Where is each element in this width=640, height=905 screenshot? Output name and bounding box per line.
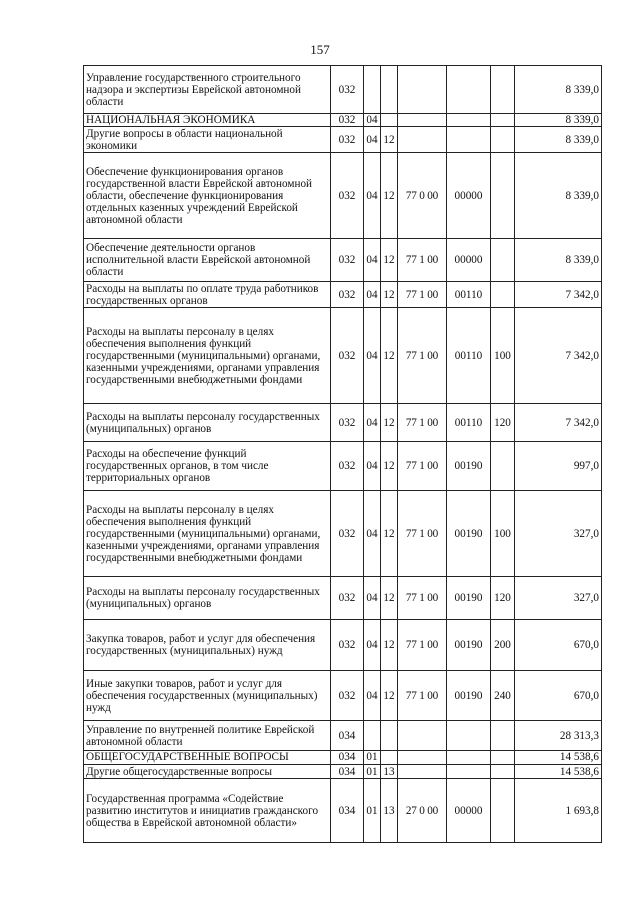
row-article [447, 66, 491, 114]
table-row [84, 127, 602, 153]
row-name: Расходы на выплаты по оплате труда работников государственных органов [84, 282, 331, 308]
row-article: 00110 [447, 308, 491, 404]
table-row [84, 404, 602, 442]
row-expense-type [491, 127, 515, 153]
row-code: 032 [331, 127, 364, 153]
row-expense-type [491, 779, 515, 843]
row-amount: 8 339,0 [515, 153, 602, 239]
row-expense-type: 200 [491, 620, 515, 671]
row-subsection [381, 751, 398, 765]
row-code: 032 [331, 114, 364, 127]
row-program [398, 765, 447, 779]
table-row [84, 114, 602, 127]
row-amount: 997,0 [515, 442, 602, 491]
row-subsection: 12 [381, 239, 398, 282]
row-section: 04 [364, 239, 381, 282]
row-amount: 14 538,6 [515, 751, 602, 765]
row-article [447, 721, 491, 751]
row-name: Другие вопросы в области национальной экономики [84, 127, 331, 153]
row-article: 00190 [447, 620, 491, 671]
row-section: 01 [364, 751, 381, 765]
row-article: 00190 [447, 671, 491, 721]
table-row [84, 239, 602, 282]
row-code: 034 [331, 721, 364, 751]
row-article: 00190 [447, 491, 491, 577]
row-section: 04 [364, 442, 381, 491]
table-row [84, 577, 602, 620]
row-program: 77 0 00 [398, 153, 447, 239]
row-program: 27 0 00 [398, 779, 447, 843]
table-row [84, 153, 602, 239]
row-code: 034 [331, 765, 364, 779]
row-program [398, 114, 447, 127]
row-code: 032 [331, 66, 364, 114]
row-expense-type: 120 [491, 577, 515, 620]
row-amount: 8 339,0 [515, 239, 602, 282]
row-name: Расходы на выплаты персоналу государственных (муниципальных) органов [84, 577, 331, 620]
row-name: Закупка товаров, работ и услуг для обеспечения государственных (муниципальных) нужд [84, 620, 331, 671]
row-subsection: 12 [381, 577, 398, 620]
row-program: 77 1 00 [398, 282, 447, 308]
row-program: 77 1 00 [398, 620, 447, 671]
row-name: Расходы на выплаты персоналу в целях обеспечения выполнения функций государственными (муниципальными) органами, казенными учреждениями, органами управления государственными внебюджетными фондами [84, 308, 331, 404]
row-amount: 7 342,0 [515, 308, 602, 404]
row-section [364, 66, 381, 114]
row-section: 04 [364, 620, 381, 671]
row-section [364, 721, 381, 751]
row-amount: 670,0 [515, 620, 602, 671]
row-subsection: 12 [381, 308, 398, 404]
table-row [84, 620, 602, 671]
row-subsection [381, 721, 398, 751]
row-name: Расходы на выплаты персоналу в целях обеспечения выполнения функций государственными (муниципальными) органами, казенными учреждениями, органами управления государственными внебюджетными фондами [84, 491, 331, 577]
row-code: 032 [331, 491, 364, 577]
row-section: 04 [364, 114, 381, 127]
table-row [84, 779, 602, 843]
row-expense-type [491, 282, 515, 308]
row-amount: 14 538,6 [515, 765, 602, 779]
row-code: 032 [331, 239, 364, 282]
row-code: 034 [331, 779, 364, 843]
row-amount: 7 342,0 [515, 404, 602, 442]
row-program [398, 751, 447, 765]
row-section: 04 [364, 671, 381, 721]
row-subsection: 12 [381, 282, 398, 308]
row-program: 77 1 00 [398, 671, 447, 721]
row-expense-type: 120 [491, 404, 515, 442]
row-name: Управление по внутренней политике Еврейской автономной области [84, 721, 331, 751]
row-section: 04 [364, 127, 381, 153]
row-name: Другие общегосударственные вопросы [84, 765, 331, 779]
row-code: 032 [331, 404, 364, 442]
row-code: 032 [331, 620, 364, 671]
row-code: 034 [331, 751, 364, 765]
row-amount: 8 339,0 [515, 114, 602, 127]
row-expense-type [491, 442, 515, 491]
row-article [447, 765, 491, 779]
row-expense-type: 240 [491, 671, 515, 721]
table-row [84, 442, 602, 491]
row-section: 01 [364, 765, 381, 779]
row-article: 00110 [447, 404, 491, 442]
row-code: 032 [331, 153, 364, 239]
row-section: 04 [364, 308, 381, 404]
table-row [84, 671, 602, 721]
table-row [84, 751, 602, 765]
row-amount: 8 339,0 [515, 66, 602, 114]
row-code: 032 [331, 442, 364, 491]
table-row [84, 721, 602, 751]
row-subsection: 12 [381, 127, 398, 153]
row-name: Государственная программа «Содействие развитию институтов и инициатив гражданского общества в Еврейской автономной области» [84, 779, 331, 843]
row-expense-type: 100 [491, 308, 515, 404]
row-expense-type [491, 66, 515, 114]
row-code: 032 [331, 282, 364, 308]
row-subsection: 12 [381, 491, 398, 577]
row-article: 00110 [447, 282, 491, 308]
row-section: 04 [364, 153, 381, 239]
row-name: НАЦИОНАЛЬНАЯ ЭКОНОМИКА [84, 114, 331, 127]
row-expense-type [491, 153, 515, 239]
row-program [398, 721, 447, 751]
row-program: 77 1 00 [398, 491, 447, 577]
row-name: Обеспечение функционирования органов государственной власти Еврейской автономной области, обеспечение функционирования отдельных казенных учреждений Еврейской автономной области [84, 153, 331, 239]
row-name: Расходы на обеспечение функций государственных органов, в том числе территориальных органов [84, 442, 331, 491]
row-program: 77 1 00 [398, 239, 447, 282]
row-amount: 7 342,0 [515, 282, 602, 308]
row-subsection [381, 66, 398, 114]
row-expense-type [491, 751, 515, 765]
row-section: 04 [364, 404, 381, 442]
row-name: ОБЩЕГОСУДАРСТВЕННЫЕ ВОПРОСЫ [84, 751, 331, 765]
row-program: 77 1 00 [398, 308, 447, 404]
row-code: 032 [331, 671, 364, 721]
row-subsection [381, 114, 398, 127]
row-article: 00000 [447, 779, 491, 843]
row-expense-type [491, 239, 515, 282]
row-article: 00000 [447, 153, 491, 239]
budget-table [83, 65, 602, 843]
row-name: Обеспечение деятельности органов исполнительной власти Еврейской автономной области [84, 239, 331, 282]
row-section: 04 [364, 491, 381, 577]
row-subsection: 13 [381, 779, 398, 843]
row-article: 00000 [447, 239, 491, 282]
row-subsection: 12 [381, 620, 398, 671]
page-number: 157 [310, 42, 330, 57]
row-subsection: 12 [381, 442, 398, 491]
row-amount: 670,0 [515, 671, 602, 721]
row-name: Расходы на выплаты персоналу государственных (муниципальных) органов [84, 404, 331, 442]
table-row [84, 282, 602, 308]
row-expense-type [491, 721, 515, 751]
table-row [84, 765, 602, 779]
row-amount: 327,0 [515, 577, 602, 620]
row-article [447, 114, 491, 127]
row-article [447, 751, 491, 765]
row-program: 77 1 00 [398, 404, 447, 442]
table-row [84, 491, 602, 577]
table-row [84, 308, 602, 404]
row-name: Управление государственного строительного надзора и экспертизы Еврейской автономной области [84, 66, 331, 114]
table-row [84, 66, 602, 114]
row-section: 04 [364, 577, 381, 620]
row-expense-type [491, 114, 515, 127]
row-subsection: 13 [381, 765, 398, 779]
row-section: 04 [364, 282, 381, 308]
row-program: 77 1 00 [398, 577, 447, 620]
row-subsection: 12 [381, 404, 398, 442]
row-article [447, 127, 491, 153]
row-name: Иные закупки товаров, работ и услуг для обеспечения государственных (муниципальных) нужд [84, 671, 331, 721]
row-program [398, 66, 447, 114]
row-article: 00190 [447, 577, 491, 620]
row-program: 77 1 00 [398, 442, 447, 491]
row-subsection: 12 [381, 671, 398, 721]
row-code: 032 [331, 308, 364, 404]
row-program [398, 127, 447, 153]
row-subsection: 12 [381, 153, 398, 239]
row-amount: 8 339,0 [515, 127, 602, 153]
row-code: 032 [331, 577, 364, 620]
row-expense-type: 100 [491, 491, 515, 577]
row-amount: 28 313,3 [515, 721, 602, 751]
row-expense-type [491, 765, 515, 779]
row-article: 00190 [447, 442, 491, 491]
row-amount: 327,0 [515, 491, 602, 577]
row-amount: 1 693,8 [515, 779, 602, 843]
row-section: 01 [364, 779, 381, 843]
